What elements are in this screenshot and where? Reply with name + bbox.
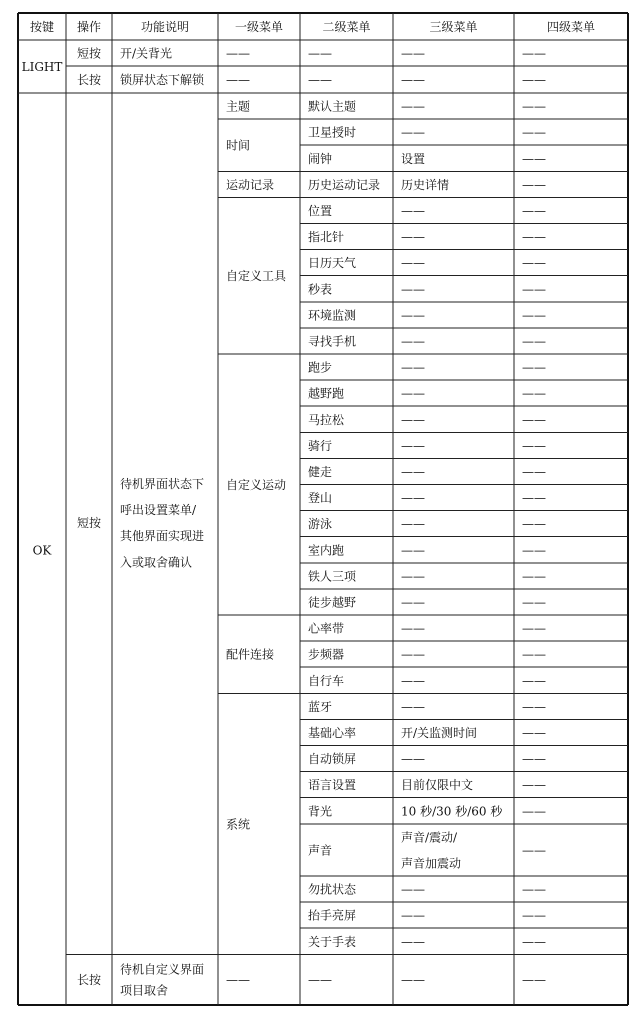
ok-long-desc-line: 项目取舍 [120,983,169,998]
menu-l4-label: —— [522,256,546,271]
menu-l3-label: —— [401,256,425,271]
menu-group-name: 系统 [226,817,251,832]
menu-l3-label: —— [401,569,425,584]
menu-l3-label: —— [401,360,425,375]
menu-l2-label: 指北针 [308,230,345,245]
menu-l3-label: —— [401,882,425,897]
menu-l2-label: 位置 [308,203,333,218]
menu-l2-label: 日历天气 [308,256,357,271]
header-operation: 操作 [76,20,102,34]
menu-l3-label: —— [401,230,425,245]
menu-l4-label: —— [522,804,546,819]
menu-l3-label: —— [401,752,425,767]
dash-placeholder: —— [308,73,332,87]
menu-l4-label: —— [522,99,546,114]
menu-l4-label: —— [522,412,546,427]
menu-l2-label: 基础心率 [308,725,357,740]
menu-l2-label: 秒表 [308,282,333,297]
menu-l3-label: 目前仅限中文 [401,778,474,793]
menu-l3-label: —— [401,595,425,610]
menu-l4-label: —— [522,778,546,793]
menu-l4-label: —— [522,517,546,532]
dash-placeholder: —— [308,46,332,61]
menu-l4-label: —— [522,491,546,506]
menu-l4-label: —— [522,282,546,297]
menu-l3-label: 声音/震动/ [401,830,458,845]
menu-l4-label: —— [522,438,546,453]
ok-short-op: 短按 [76,516,102,531]
menu-l4-label: —— [522,125,546,140]
menu-l3-label: —— [401,934,425,949]
menu-group-name: 自定义工具 [226,269,287,284]
dash-placeholder: —— [401,73,425,87]
menu-l2-label: 步频器 [308,647,345,662]
ok-long-menu-l4: —— [522,973,546,988]
ok-key-label: OK [32,543,52,558]
menu-l2-label: 勿扰状态 [308,882,357,897]
light-key-label: LIGHT [21,60,63,74]
header-menu3: 三级菜单 [429,20,478,34]
table-cells [22,19,595,998]
menu-l3-label: —— [401,99,425,114]
header-description: 功能说明 [140,20,190,34]
menu-l2-label: 背光 [308,804,333,819]
menu-l3-label: —— [401,699,425,714]
ok-short-desc-line: 入或取舍确认 [120,555,193,570]
dash-placeholder: —— [401,46,425,61]
light-short-desc: 开/关背光 [120,46,173,61]
menu-l4-label: —— [522,621,546,636]
menu-l3-label: 历史详情 [401,177,450,192]
menu-l3-label: —— [401,543,425,558]
menu-l3-label: —— [401,203,425,218]
menu-l3-label: —— [401,621,425,636]
menu-l3-label: —— [401,464,425,479]
menu-l4-label: —— [522,386,546,401]
menu-l4-label: —— [522,752,546,767]
menu-l2-label: 寻找手机 [308,334,357,349]
menu-l2-label: 徒步越野 [308,595,357,610]
menu-l4-label: —— [522,151,546,166]
menu-l2-label: 抬手亮屏 [308,908,357,923]
menu-l2-label: 卫星授时 [308,125,357,140]
ok-long-menu-l1: —— [226,973,250,988]
ok-short-desc-line: 呼出设置菜单/ [120,503,197,518]
menu-l4-label: —— [522,464,546,479]
menu-l2-label: 默认主题 [308,99,357,114]
menu-l2-label: 室内跑 [308,543,345,558]
menu-l4-label: —— [522,699,546,714]
menu-l3-label: —— [401,125,425,140]
ok-short-desc-line: 待机界面状态下 [120,477,205,491]
menu-l2-label: 登山 [308,491,333,506]
menu-l4-label: —— [522,595,546,610]
menu-l3-label: —— [401,908,425,923]
menu-l2-label: 蓝牙 [308,699,333,714]
dash-placeholder: —— [226,46,250,61]
menu-l2-label: 游泳 [308,517,333,532]
ok-long-menu-l2: —— [308,973,332,988]
light-short-op: 短按 [76,46,102,61]
menu-l4-label: —— [522,177,546,192]
menu-l4-label: —— [522,843,546,858]
menu-l2-label: 自动锁屏 [308,752,357,767]
menu-group-name: 配件连接 [226,647,275,662]
menu-l2-label: 越野跑 [308,386,345,401]
menu-l3-label: —— [401,438,425,453]
menu-l3-label: —— [401,412,425,427]
menu-l4-label: —— [522,647,546,662]
menu-l2-label: 关于手表 [308,934,357,949]
menu-l2-label: 环境监测 [308,308,357,323]
menu-l2-label: 马拉松 [308,412,345,427]
menu-l4-label: —— [522,673,546,688]
ok-long-menu-l3: —— [401,973,425,988]
menu-l4-label: —— [522,934,546,949]
menu-l3-label: —— [401,282,425,297]
menu-l3-label: —— [401,386,425,401]
light-long-op: 长按 [76,73,102,87]
menu-l3-label: —— [401,334,425,349]
menu-l3-label: —— [401,673,425,688]
menu-l4-label: —— [522,908,546,923]
menu-group-name: 主题 [226,99,251,114]
menu-l4-label: —— [522,334,546,349]
menu-group-name: 时间 [226,138,251,153]
dash-placeholder: —— [522,73,546,87]
ok-long-op: 长按 [76,973,102,988]
menu-l2-label: 铁人三项 [308,569,357,584]
menu-l4-label: —— [522,360,546,375]
menu-l4-label: —— [522,203,546,218]
menu-l4-label: —— [522,725,546,740]
menu-l4-label: —— [522,308,546,323]
header-menu1: 一级菜单 [234,20,284,34]
header-key: 按键 [29,20,55,34]
menu-l4-label: —— [522,230,546,245]
menu-l3-label: —— [401,308,425,323]
menu-l4-label: —— [522,543,546,558]
dash-placeholder: —— [522,46,546,61]
menu-l2-label: 心率带 [308,621,345,636]
menu-l2-label: 健走 [308,464,333,479]
dash-placeholder: —— [226,73,250,87]
menu-l2-label: 声音 [308,843,333,858]
menu-l3-label: —— [401,517,425,532]
menu-l2-label: 自行车 [308,673,345,688]
menu-l2-label: 跑步 [308,360,333,375]
menu-l2-label: 历史运动记录 [308,177,381,192]
menu-l2-label: 语言设置 [308,778,357,793]
menu-group-name: 运动记录 [226,177,275,192]
header-menu4: 四级菜单 [546,20,596,34]
menu-l3-label: 声音加震动 [401,856,462,871]
menu-l2-label: 骑行 [308,438,333,453]
header-menu2: 二级菜单 [322,20,371,34]
ok-short-desc-line: 其他界面实现进 [120,529,205,544]
ok-long-desc-line: 待机自定义界面 [120,962,205,977]
menu-l3-label: 设置 [401,151,426,166]
menu-l4-label: —— [522,569,546,584]
menu-l2-label: 闹钟 [308,151,333,166]
menu-group-name: 自定义运动 [226,478,287,492]
light-long-desc: 锁屏状态下解锁 [120,73,205,87]
menu-l3-label: —— [401,491,425,506]
menu-l3-label: 开/关监测时间 [401,725,478,740]
menu-l3-label: —— [401,647,425,662]
menu-l3-label: 10 秒/30 秒/60 秒 [401,804,503,819]
menu-l4-label: —— [522,882,546,897]
